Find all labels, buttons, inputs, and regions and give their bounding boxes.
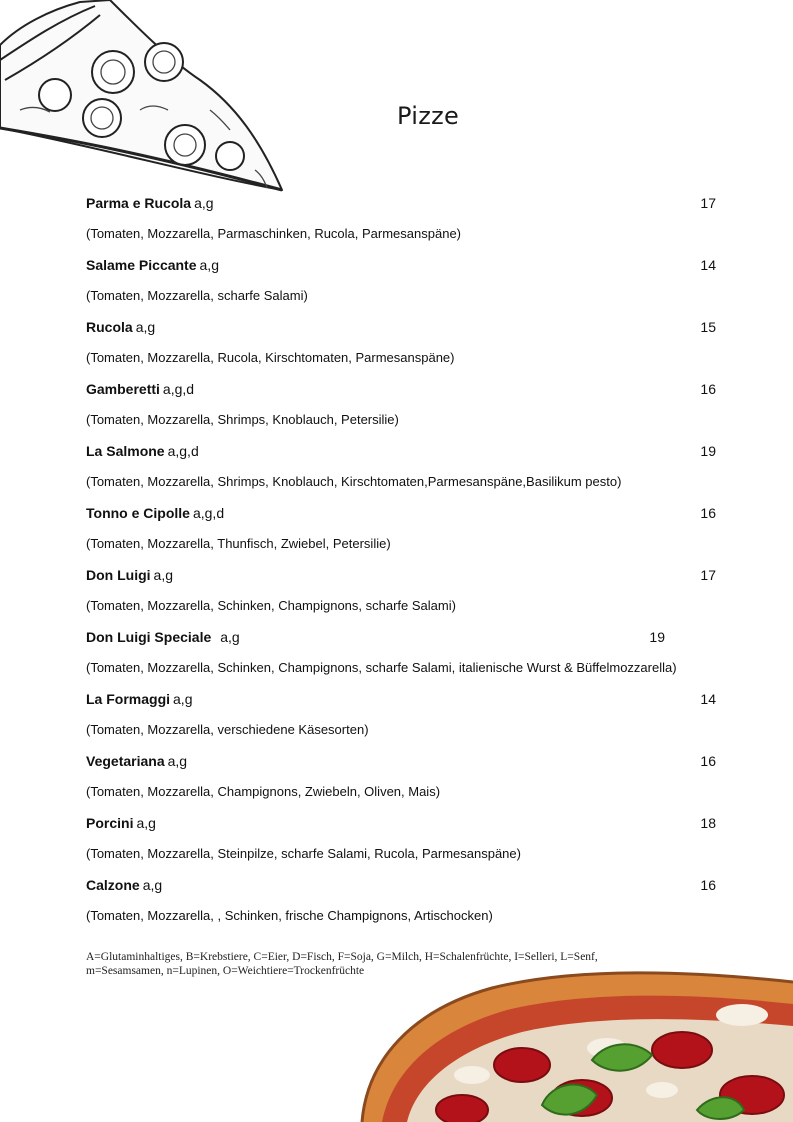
item-allergens: a,g,d bbox=[162, 381, 195, 397]
item-price: 14 bbox=[700, 691, 716, 707]
item-price: 18 bbox=[700, 815, 716, 831]
page-title: Pizze bbox=[397, 102, 460, 130]
item-allergens: a,g bbox=[194, 195, 214, 211]
pizza-slice-sketch-icon bbox=[0, 0, 300, 200]
item-name: La Salmone bbox=[86, 443, 165, 459]
item-name: Don Luigi Speciale bbox=[86, 629, 212, 645]
menu-item bbox=[86, 190, 716, 252]
menu-item bbox=[86, 872, 716, 934]
menu-item bbox=[86, 252, 716, 314]
item-price: 17 bbox=[700, 567, 716, 583]
item-price: 16 bbox=[700, 753, 716, 769]
menu-item bbox=[86, 748, 716, 810]
item-allergens: a,g bbox=[142, 877, 163, 893]
menu-item bbox=[86, 810, 716, 872]
item-name: Don Luigi bbox=[86, 567, 151, 583]
menu-item bbox=[86, 314, 716, 376]
item-price: 15 bbox=[700, 319, 716, 335]
item-allergens: a,g bbox=[167, 753, 188, 769]
item-price: 16 bbox=[700, 505, 716, 521]
item-price: 19 bbox=[649, 629, 665, 645]
item-name: Salame Piccante bbox=[86, 257, 197, 273]
allergen-legend-line: A=Glutaminhaltiges, B=Krebstiere, C=Eier, D=Fisch, F=Soja, G=Milch, H=Schalenfrüchte, I=Selleri, L=Senf, bbox=[86, 951, 598, 963]
item-name: Tonno e Cipolle bbox=[86, 505, 190, 521]
item-allergens: a,g bbox=[136, 815, 156, 831]
item-price: 19 bbox=[700, 443, 716, 459]
item-name: Calzone bbox=[86, 877, 140, 893]
item-ingredients: (Tomaten, Mozzarella, scharfe Salami) bbox=[86, 288, 308, 303]
item-ingredients: (Tomaten, Mozzarella, Thunfisch, Zwiebel, Petersilie) bbox=[86, 536, 391, 551]
item-price: 14 bbox=[700, 257, 716, 273]
item-name: Parma e Rucola bbox=[86, 195, 192, 211]
menu-item bbox=[86, 438, 716, 500]
menu-item bbox=[86, 686, 716, 748]
item-ingredients: (Tomaten, Mozzarella, Shrimps, Knoblauch, Kirschtomaten,Parmesanspäne,Basilikum pesto) bbox=[86, 474, 622, 489]
item-ingredients: (Tomaten, Mozzarella, Parmaschinken, Rucola, Parmesanspäne) bbox=[86, 226, 462, 241]
menu-item bbox=[86, 562, 716, 624]
item-allergens: a,g bbox=[220, 629, 240, 645]
pizza-menu bbox=[86, 190, 716, 934]
item-name: Gamberetti bbox=[86, 381, 160, 397]
menu-item bbox=[86, 376, 716, 438]
pizza-illustration-icon bbox=[352, 970, 793, 1122]
item-ingredients: (Tomaten, Mozzarella, , Schinken, frische Champignons, Artischocken) bbox=[86, 908, 493, 923]
item-ingredients: (Tomaten, Mozzarella, verschiedene Käsesorten) bbox=[86, 722, 369, 737]
item-allergens: a,g bbox=[153, 567, 174, 583]
item-ingredients: (Tomaten, Mozzarella, Shrimps, Knoblauch, Petersilie) bbox=[86, 412, 399, 427]
item-name: Rucola bbox=[86, 319, 133, 335]
item-price: 17 bbox=[700, 195, 716, 211]
item-allergens: a,g bbox=[173, 691, 193, 707]
item-name: Porcini bbox=[86, 815, 134, 831]
item-price: 16 bbox=[700, 877, 716, 893]
item-ingredients: (Tomaten, Mozzarella, Champignons, Zwiebeln, Oliven, Mais) bbox=[86, 784, 441, 799]
item-ingredients: (Tomaten, Mozzarella, Schinken, Champignons, scharfe Salami) bbox=[86, 598, 456, 613]
item-allergens: a,g bbox=[135, 319, 156, 335]
item-ingredients: (Tomaten, Mozzarella, Schinken, Champignons, scharfe Salami, italienische Wurst & Büffelmozzarella) bbox=[86, 660, 677, 675]
item-name: La Formaggi bbox=[86, 691, 171, 707]
item-price: 16 bbox=[700, 381, 716, 397]
item-allergens: a,g bbox=[199, 257, 219, 273]
item-name: Vegetariana bbox=[86, 753, 165, 769]
item-ingredients: (Tomaten, Mozzarella, Rucola, Kirschtomaten, Parmesanspäne) bbox=[86, 350, 455, 365]
menu-item bbox=[86, 624, 716, 686]
allergen-legend-line: m=Sesamsamen, n=Lupinen, O=Weichtiere=Trockenfrüchte bbox=[86, 965, 365, 977]
item-allergens: a,g,d bbox=[192, 505, 225, 521]
item-allergens: a,g,d bbox=[167, 443, 199, 459]
item-ingredients: (Tomaten, Mozzarella, Steinpilze, scharfe Salami, Rucola, Parmesanspäne) bbox=[86, 846, 521, 861]
menu-item bbox=[86, 500, 716, 562]
